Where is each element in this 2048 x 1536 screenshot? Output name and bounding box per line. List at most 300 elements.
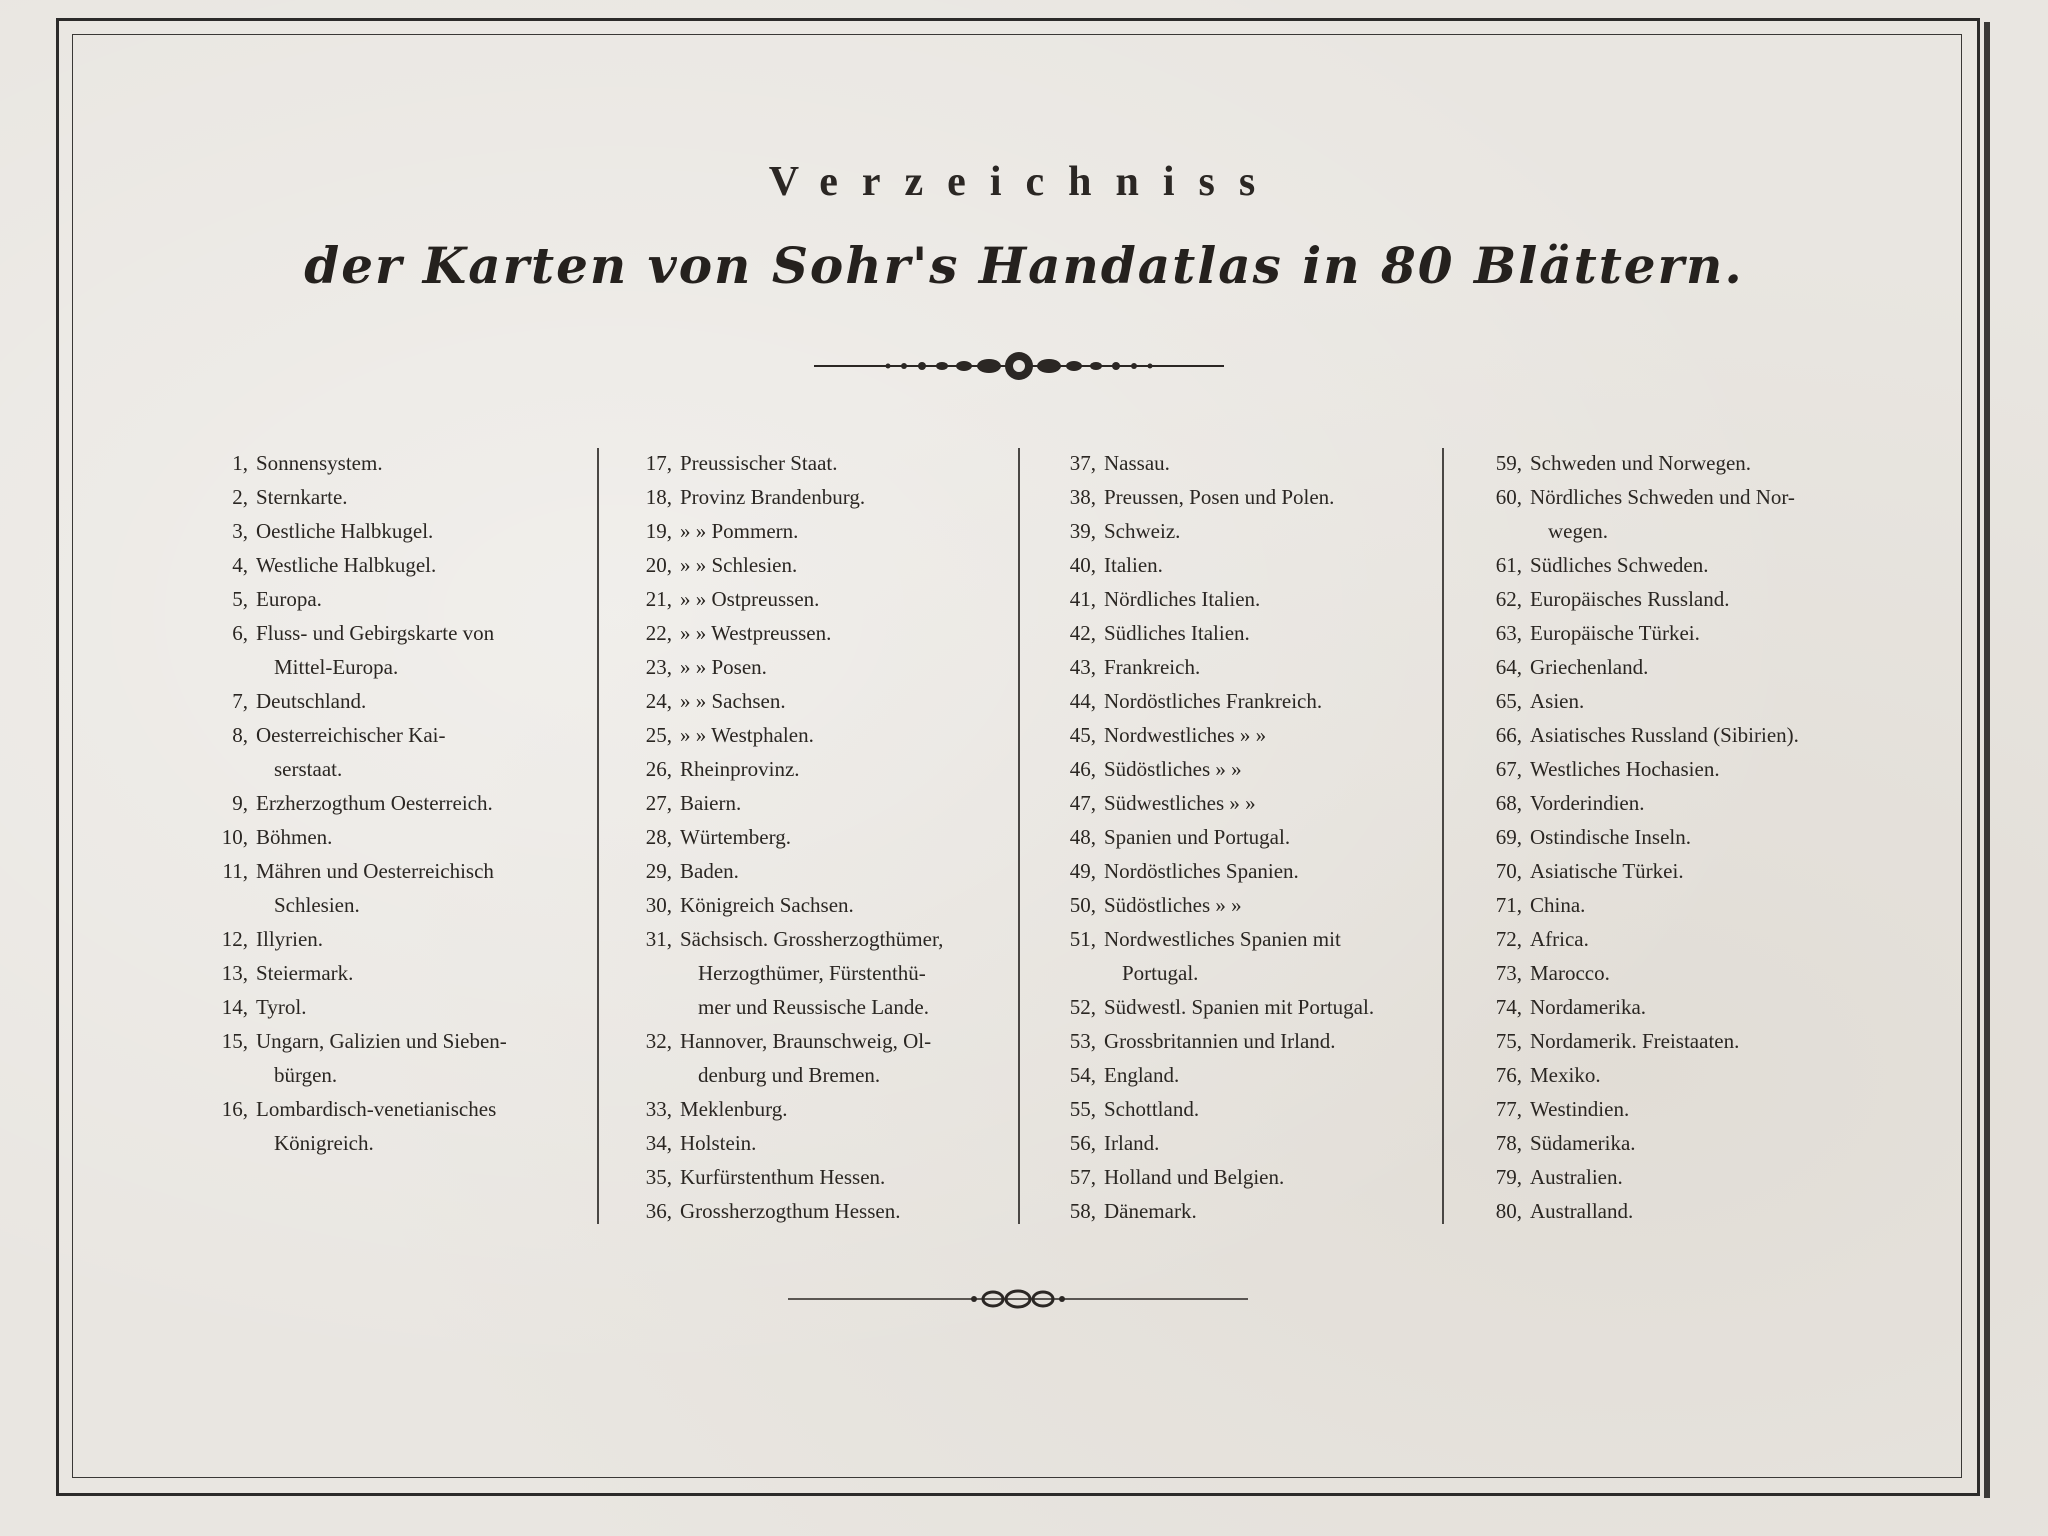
list-item [1044, 684, 1434, 718]
list-item [1470, 1126, 1860, 1160]
map-number: 75, [1495, 1029, 1522, 1053]
list-item [196, 1092, 586, 1160]
map-title [1104, 684, 1434, 718]
map-number: 73, [1495, 961, 1522, 985]
map-title [680, 480, 1010, 514]
map-title [256, 1024, 586, 1092]
map-title-continuation: wegen. [1548, 519, 1609, 543]
map-title [1104, 1092, 1434, 1126]
list-item [1044, 752, 1434, 786]
list-item [1044, 446, 1434, 480]
map-title-line: Ostindische Inseln. [1530, 825, 1691, 849]
map-title [1104, 752, 1434, 786]
map-title-line: Westliche Halbkugel. [256, 553, 437, 577]
map-number: 33, [645, 1097, 672, 1121]
map-title-line: Südöstliches » » [1104, 893, 1242, 917]
list-item [620, 786, 1010, 820]
map-title-line: Nordamerika. [1530, 995, 1647, 1019]
map-number: 60, [1495, 485, 1522, 509]
map-title [1104, 1126, 1434, 1160]
list-item [1470, 1092, 1860, 1126]
map-title [1530, 718, 1860, 752]
list-item [196, 718, 586, 786]
list-item [196, 990, 586, 1024]
list-item [196, 820, 586, 854]
map-title [1530, 1092, 1860, 1126]
list-item [196, 922, 586, 956]
map-title [256, 922, 586, 956]
map-number: 58, [1069, 1199, 1096, 1223]
map-title [680, 582, 1010, 616]
map-number: 36, [645, 1199, 672, 1223]
map-title [1530, 820, 1860, 854]
map-title-line: Spanien und Portugal. [1104, 825, 1291, 849]
ornament-top-icon [814, 344, 1224, 388]
map-title [1530, 1160, 1860, 1194]
map-number: 71, [1495, 893, 1522, 917]
map-title-line: » » Posen. [680, 655, 767, 679]
map-title [1530, 1058, 1860, 1092]
list-item [1470, 616, 1860, 650]
list-item [1470, 752, 1860, 786]
map-number: 11, [222, 859, 248, 883]
map-title-line: Westindien. [1530, 1097, 1630, 1121]
list-item [620, 650, 1010, 684]
map-title [680, 548, 1010, 582]
map-title-line: Lombardisch-venetianisches [256, 1097, 497, 1121]
map-title [1104, 582, 1434, 616]
list-item [196, 582, 586, 616]
map-title-line: Oesterreichischer Kai- [256, 723, 446, 747]
map-title-continuation: Herzogthümer, Fürstenthü- [698, 961, 926, 985]
list-item [1044, 1024, 1434, 1058]
map-title [256, 514, 586, 548]
list-item [1470, 446, 1860, 480]
map-title-line: Schweden und Norwegen. [1530, 451, 1752, 475]
map-title-line: Südliches Italien. [1104, 621, 1250, 645]
map-title [680, 514, 1010, 548]
list-item [1044, 888, 1434, 922]
map-title [1530, 786, 1860, 820]
map-title [1104, 820, 1434, 854]
map-title [1530, 854, 1860, 888]
map-title-line: Asiatisches Russland (Sibirien). [1530, 723, 1799, 747]
map-title-line: Mähren und Oesterreichisch [256, 859, 494, 883]
map-title [680, 854, 1010, 888]
map-title [1530, 922, 1860, 956]
map-title [1530, 650, 1860, 684]
list-item [1044, 990, 1434, 1024]
map-title [680, 718, 1010, 752]
map-number: 12, [221, 927, 248, 951]
map-title-line: » » Schlesien. [680, 553, 798, 577]
map-number: 38, [1069, 485, 1096, 509]
map-title [1104, 446, 1434, 480]
map-title [256, 718, 586, 786]
map-title-line: Baiern. [680, 791, 742, 815]
map-number: 66, [1495, 723, 1522, 747]
map-title-line: Holstein. [680, 1131, 757, 1155]
map-title [1104, 990, 1434, 1024]
map-title [1530, 1024, 1860, 1058]
map-number: 72, [1495, 927, 1522, 951]
map-number: 20, [645, 553, 672, 577]
map-title-line: Mexiko. [1530, 1063, 1601, 1087]
list-item [1044, 480, 1434, 514]
map-number: 79, [1495, 1165, 1522, 1189]
map-number: 78, [1495, 1131, 1522, 1155]
column-divider-3 [1442, 448, 1444, 1224]
map-title-line: Hannover, Braunschweig, Ol- [680, 1029, 932, 1053]
map-number: 18, [645, 485, 672, 509]
map-title-line: Nördliches Schweden und Nor- [1530, 485, 1795, 509]
map-number: 17, [645, 451, 672, 475]
list-item [620, 1160, 1010, 1194]
map-title-line: Tyrol. [256, 995, 307, 1019]
map-title [1530, 888, 1860, 922]
map-title [680, 684, 1010, 718]
map-number: 22, [645, 621, 672, 645]
map-title-line: Grossbritannien und Irland. [1104, 1029, 1336, 1053]
map-title-line: Holland und Belgien. [1104, 1165, 1285, 1189]
map-title-continuation: Portugal. [1122, 961, 1199, 985]
map-title-line: Australland. [1530, 1199, 1634, 1223]
map-title-line: Südamerika. [1530, 1131, 1636, 1155]
map-title [1530, 582, 1860, 616]
map-number: 45, [1069, 723, 1096, 747]
map-title-line: Asiatische Türkei. [1530, 859, 1684, 883]
map-title-line: Illyrien. [256, 927, 324, 951]
map-title-line: England. [1104, 1063, 1180, 1087]
map-number: 46, [1069, 757, 1096, 781]
map-title [1104, 616, 1434, 650]
map-number: 64, [1495, 655, 1522, 679]
map-title-line: Nordöstliches Spanien. [1104, 859, 1299, 883]
map-title-line: Sternkarte. [256, 485, 348, 509]
map-title-line: Preussen, Posen und Polen. [1104, 485, 1335, 509]
map-number: 55, [1069, 1097, 1096, 1121]
list-item [196, 446, 586, 480]
map-title [256, 786, 586, 820]
list-item [196, 548, 586, 582]
map-number: 67, [1495, 757, 1522, 781]
list-item [196, 854, 586, 922]
list-item [196, 616, 586, 684]
list-item [1470, 786, 1860, 820]
map-title-line: Nordöstliches Frankreich. [1104, 689, 1323, 713]
map-number: 57, [1069, 1165, 1096, 1189]
map-title-line: Schweiz. [1104, 519, 1181, 543]
map-number: 35, [645, 1165, 672, 1189]
map-title [1104, 922, 1434, 990]
list-item [620, 718, 1010, 752]
map-title-continuation: serstaat. [274, 757, 343, 781]
list-item [1470, 854, 1860, 888]
map-number: 25, [645, 723, 672, 747]
map-number: 42, [1069, 621, 1096, 645]
list-item [1044, 1194, 1434, 1228]
map-title-line: Steiermark. [256, 961, 354, 985]
map-title [1104, 786, 1434, 820]
map-number: 39, [1069, 519, 1096, 543]
map-title-line: Baden. [680, 859, 739, 883]
map-title [1530, 956, 1860, 990]
map-title-line: Europäische Türkei. [1530, 621, 1700, 645]
map-title-line: Rheinprovinz. [680, 757, 800, 781]
map-number: 1, [232, 451, 248, 475]
map-number: 62, [1495, 587, 1522, 611]
list-item [620, 616, 1010, 650]
map-title-line: Fluss- und Gebirgskarte von [256, 621, 495, 645]
map-number: 68, [1495, 791, 1522, 815]
list-item [1470, 480, 1860, 548]
map-title [1530, 1194, 1860, 1228]
map-number: 26, [645, 757, 672, 781]
map-title [256, 548, 586, 582]
map-title-line: Marocco. [1530, 961, 1610, 985]
list-item [620, 820, 1010, 854]
map-title-line: Erzherzogthum Oesterreich. [256, 791, 493, 815]
map-number: 13, [221, 961, 248, 985]
list-item [1470, 956, 1860, 990]
map-number: 9, [232, 791, 248, 815]
map-title [1104, 548, 1434, 582]
map-number: 43, [1069, 655, 1096, 679]
list-item [620, 548, 1010, 582]
map-number: 56, [1069, 1131, 1096, 1155]
map-title-line: Westliches Hochasien. [1530, 757, 1720, 781]
map-list-column-1 [196, 446, 586, 1160]
map-title-line: Preussischer Staat. [680, 451, 838, 475]
map-number: 14, [221, 995, 248, 1019]
list-item [1044, 650, 1434, 684]
map-number: 6, [232, 621, 248, 645]
map-number: 53, [1069, 1029, 1096, 1053]
map-title-line: Ungarn, Galizien und Sieben- [256, 1029, 507, 1053]
map-title [256, 854, 586, 922]
map-number: 10, [221, 825, 248, 849]
map-title-line: Südwestliches » » [1104, 791, 1256, 815]
map-number: 3, [232, 519, 248, 543]
map-title [1104, 514, 1434, 548]
map-number: 2, [232, 485, 248, 509]
map-title-continuation: Königreich. [274, 1131, 374, 1155]
map-title-line: Nordwestliches » » [1104, 723, 1267, 747]
list-item [1044, 582, 1434, 616]
map-number: 37, [1069, 451, 1096, 475]
map-title-continuation: Mittel-Europa. [274, 655, 399, 679]
map-title [1530, 480, 1860, 548]
map-title-continuation: bürgen. [274, 1063, 338, 1087]
map-number: 30, [645, 893, 672, 917]
map-title-line: Europäisches Russland. [1530, 587, 1730, 611]
list-item [620, 514, 1010, 548]
map-title [256, 616, 586, 684]
map-number: 63, [1495, 621, 1522, 645]
map-number: 8, [232, 723, 248, 747]
list-item [620, 1126, 1010, 1160]
map-number: 4, [232, 553, 248, 577]
map-number: 52, [1069, 995, 1096, 1019]
map-title-line: Dänemark. [1104, 1199, 1197, 1223]
map-title-line: » » Westphalen. [680, 723, 814, 747]
map-title [680, 616, 1010, 650]
map-number: 19, [645, 519, 672, 543]
list-item [620, 922, 1010, 1024]
ornament-bottom-icon [788, 1282, 1248, 1316]
map-title [1104, 650, 1434, 684]
map-title-line: Nördliches Italien. [1104, 587, 1261, 611]
list-item [196, 786, 586, 820]
map-title-line: Asien. [1530, 689, 1585, 713]
list-item [196, 1024, 586, 1092]
map-title [680, 922, 1010, 1024]
list-item [620, 684, 1010, 718]
map-title-line: Würtemberg. [680, 825, 791, 849]
map-number: 16, [221, 1097, 248, 1121]
list-item [620, 1194, 1010, 1228]
list-item [1470, 718, 1860, 752]
map-title-line: Griechenland. [1530, 655, 1649, 679]
page-subtitle: der Karten von Sohr's Handatlas in 80 Blättern. [304, 236, 1744, 295]
map-title [256, 956, 586, 990]
map-title [256, 820, 586, 854]
map-title-line: » » Westpreussen. [680, 621, 832, 645]
map-title-continuation: Schlesien. [274, 893, 360, 917]
map-title [1530, 446, 1860, 480]
map-number: 27, [645, 791, 672, 815]
list-item [196, 480, 586, 514]
map-number: 65, [1495, 689, 1522, 713]
map-number: 77, [1495, 1097, 1522, 1121]
list-item [196, 684, 586, 718]
map-title [1104, 1194, 1434, 1228]
list-item [1044, 1092, 1434, 1126]
list-item [1044, 514, 1434, 548]
map-title-continuation: denburg und Bremen. [698, 1063, 881, 1087]
list-item [1470, 684, 1860, 718]
map-title-line: Schottland. [1104, 1097, 1200, 1121]
map-title [680, 786, 1010, 820]
map-title [680, 752, 1010, 786]
map-title [256, 582, 586, 616]
list-item [1470, 1024, 1860, 1058]
map-number: 34, [645, 1131, 672, 1155]
list-item [1470, 820, 1860, 854]
map-title [680, 1024, 1010, 1092]
map-title-line: Königreich Sachsen. [680, 893, 854, 917]
map-number: 31, [645, 927, 672, 951]
list-item [1044, 616, 1434, 650]
map-title [1104, 854, 1434, 888]
list-item [1470, 548, 1860, 582]
map-number: 21, [645, 587, 672, 611]
list-item [1044, 1160, 1434, 1194]
map-title [680, 1194, 1010, 1228]
map-number: 50, [1069, 893, 1096, 917]
map-number: 47, [1069, 791, 1096, 815]
map-title [680, 650, 1010, 684]
map-number: 76, [1495, 1063, 1522, 1087]
map-number: 40, [1069, 553, 1096, 577]
list-item [1470, 1194, 1860, 1228]
map-title [1104, 1058, 1434, 1092]
list-item [196, 514, 586, 548]
map-title [1530, 616, 1860, 650]
map-title [256, 1092, 586, 1160]
list-item [1470, 888, 1860, 922]
map-title-line: Sonnensystem. [256, 451, 383, 475]
map-number: 24, [645, 689, 672, 713]
map-title [1104, 888, 1434, 922]
map-number: 28, [645, 825, 672, 849]
map-title-line: Meklenburg. [680, 1097, 788, 1121]
list-item [1470, 990, 1860, 1024]
map-number: 49, [1069, 859, 1096, 883]
list-item [1044, 1126, 1434, 1160]
list-item [620, 752, 1010, 786]
map-title [680, 888, 1010, 922]
list-item [1044, 718, 1434, 752]
map-number: 70, [1495, 859, 1522, 883]
map-title-line: Sächsisch. Grossherzogthümer, [680, 927, 944, 951]
map-title [256, 480, 586, 514]
list-item [1470, 1058, 1860, 1092]
map-title [256, 446, 586, 480]
map-title [1104, 718, 1434, 752]
list-item [1470, 1160, 1860, 1194]
map-title-line: » » Ostpreussen. [680, 587, 820, 611]
map-title [1530, 990, 1860, 1024]
map-number: 54, [1069, 1063, 1096, 1087]
list-item [620, 1024, 1010, 1092]
list-item [1044, 1058, 1434, 1092]
map-title-line: Grossherzogthum Hessen. [680, 1199, 901, 1223]
map-title-line: Oestliche Halbkugel. [256, 519, 434, 543]
map-title-line: Deutschland. [256, 689, 367, 713]
map-title [1104, 480, 1434, 514]
map-number: 74, [1495, 995, 1522, 1019]
map-title-line: Africa. [1530, 927, 1589, 951]
map-title [680, 1160, 1010, 1194]
map-number: 48, [1069, 825, 1096, 849]
map-list-column-2 [620, 446, 1010, 1228]
map-number: 15, [221, 1029, 248, 1053]
map-number: 61, [1495, 553, 1522, 577]
list-item [1470, 650, 1860, 684]
list-item [620, 480, 1010, 514]
list-item [1044, 820, 1434, 854]
map-title-line: Nordwestliches Spanien mit [1104, 927, 1341, 951]
list-item [1044, 922, 1434, 990]
map-title [680, 1092, 1010, 1126]
map-title-line: Südwestl. Spanien mit Portugal. [1104, 995, 1375, 1019]
list-item [1044, 786, 1434, 820]
map-number: 29, [645, 859, 672, 883]
map-title [256, 990, 586, 1024]
map-title-line: Provinz Brandenburg. [680, 485, 866, 509]
map-title-line: Nordamerik. Freistaaten. [1530, 1029, 1740, 1053]
map-title [1104, 1024, 1434, 1058]
map-title [680, 820, 1010, 854]
map-title-line: Nassau. [1104, 451, 1170, 475]
map-title-continuation: mer und Reussische Lande. [698, 995, 929, 1019]
map-number: 44, [1069, 689, 1096, 713]
map-title [256, 684, 586, 718]
map-number: 32, [645, 1029, 672, 1053]
list-item [620, 1092, 1010, 1126]
map-list-column-3 [1044, 446, 1434, 1228]
